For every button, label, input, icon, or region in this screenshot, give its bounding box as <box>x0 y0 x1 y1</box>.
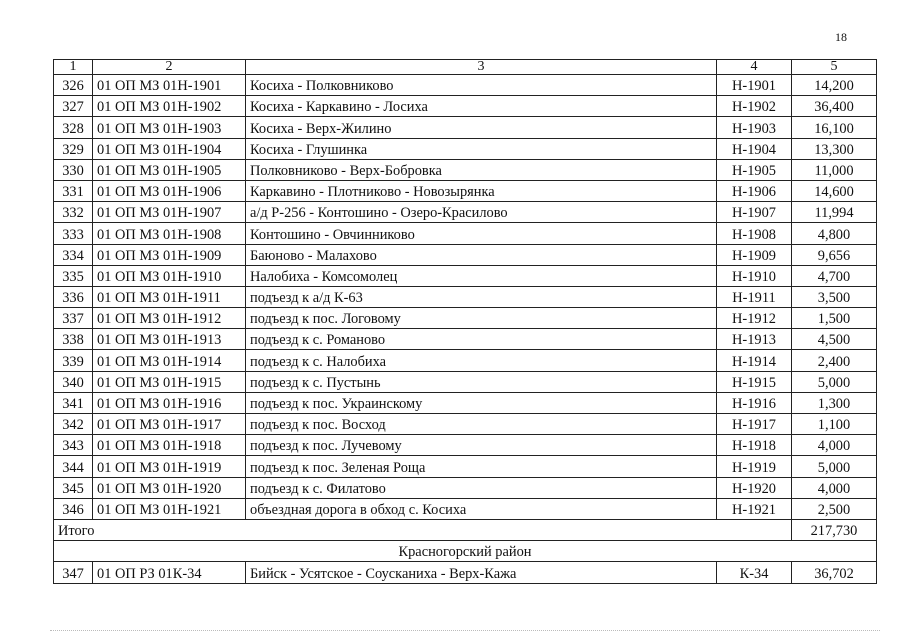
table-row <box>54 329 877 350</box>
row-number-cell: 342 <box>54 414 93 435</box>
table-row <box>54 414 877 435</box>
road-id-cell: Н-1916 <box>717 392 792 413</box>
road-code-cell: 01 ОП МЗ 01Н-1913 <box>93 329 246 350</box>
table-row <box>54 180 877 201</box>
road-length-cell: 16,100 <box>792 117 877 138</box>
header-cell-3: 3 <box>246 60 717 75</box>
road-length-cell: 13,300 <box>792 138 877 159</box>
road-name-cell: Каркавино - Плотниково - Новозырянка <box>246 180 717 201</box>
road-id-cell: Н-1915 <box>717 371 792 392</box>
row-number-cell: 347 <box>54 562 93 583</box>
road-length-cell: 4,500 <box>792 329 877 350</box>
header-row <box>54 60 877 75</box>
table-row <box>54 75 877 96</box>
road-name-cell: Баюново - Малахово <box>246 244 717 265</box>
row-number-cell: 340 <box>54 371 93 392</box>
road-name-cell: подъезд к а/д К-63 <box>246 286 717 307</box>
road-length-cell: 11,000 <box>792 159 877 180</box>
table-row <box>54 308 877 329</box>
road-length-cell: 11,994 <box>792 202 877 223</box>
road-length-cell: 14,200 <box>792 75 877 96</box>
table-row <box>54 562 877 583</box>
row-number-cell: 339 <box>54 350 93 371</box>
row-number-cell: 346 <box>54 498 93 519</box>
road-code-cell: 01 ОП МЗ 01Н-1909 <box>93 244 246 265</box>
road-code-cell: 01 ОП МЗ 01Н-1912 <box>93 308 246 329</box>
table-row <box>54 456 877 477</box>
road-length-cell: 1,100 <box>792 414 877 435</box>
road-code-cell: 01 ОП МЗ 01Н-1903 <box>93 117 246 138</box>
road-name-cell: подъезд к пос. Логовому <box>246 308 717 329</box>
road-length-cell: 1,300 <box>792 392 877 413</box>
road-id-cell: Н-1902 <box>717 96 792 117</box>
road-name-cell: Косиха - Верх-Жилино <box>246 117 717 138</box>
road-code-cell: 01 ОП МЗ 01Н-1911 <box>93 286 246 307</box>
road-name-cell: Бийск - Усятское - Соусканиха - Верх-Кажа <box>246 562 717 583</box>
row-number-cell: 331 <box>54 180 93 201</box>
row-number-cell: 326 <box>54 75 93 96</box>
header-cell-4: 4 <box>717 60 792 75</box>
table-row <box>54 96 877 117</box>
road-id-cell: Н-1918 <box>717 435 792 456</box>
road-length-cell: 36,702 <box>792 562 877 583</box>
road-name-cell: Косиха - Глушинка <box>246 138 717 159</box>
header-cell-2: 2 <box>93 60 246 75</box>
table-row <box>54 286 877 307</box>
header-cell-1: 1 <box>54 60 93 75</box>
table-row <box>54 117 877 138</box>
scan-artifact-line <box>50 630 880 632</box>
table-row <box>54 244 877 265</box>
road-length-cell: 14,600 <box>792 180 877 201</box>
road-id-cell: Н-1907 <box>717 202 792 223</box>
road-id-cell: Н-1909 <box>717 244 792 265</box>
row-number-cell: 337 <box>54 308 93 329</box>
road-length-cell: 2,500 <box>792 498 877 519</box>
road-code-cell: 01 ОП МЗ 01Н-1906 <box>93 180 246 201</box>
row-number-cell: 344 <box>54 456 93 477</box>
road-name-cell: Налобиха - Комсомолец <box>246 265 717 286</box>
road-code-cell: 01 ОП МЗ 01Н-1916 <box>93 392 246 413</box>
total-label: Итого <box>54 519 792 540</box>
road-id-cell: Н-1912 <box>717 308 792 329</box>
row-number-cell: 329 <box>54 138 93 159</box>
road-code-cell: 01 ОП МЗ 01Н-1917 <box>93 414 246 435</box>
row-number-cell: 327 <box>54 96 93 117</box>
road-code-cell: 01 ОП МЗ 01Н-1919 <box>93 456 246 477</box>
road-name-cell: а/д Р-256 - Контошино - Озеро-Красилово <box>246 202 717 223</box>
road-id-cell: Н-1920 <box>717 477 792 498</box>
road-length-cell: 4,700 <box>792 265 877 286</box>
road-length-cell: 9,656 <box>792 244 877 265</box>
road-id-cell: Н-1901 <box>717 75 792 96</box>
road-name-cell: Полковниково - Верх-Бобровка <box>246 159 717 180</box>
road-length-cell: 4,000 <box>792 477 877 498</box>
road-id-cell: Н-1906 <box>717 180 792 201</box>
table-row <box>54 371 877 392</box>
row-number-cell: 341 <box>54 392 93 413</box>
road-code-cell: 01 ОП РЗ 01К-34 <box>93 562 246 583</box>
row-number-cell: 328 <box>54 117 93 138</box>
road-code-cell: 01 ОП МЗ 01Н-1904 <box>93 138 246 159</box>
road-name-cell: Косиха - Полковниково <box>246 75 717 96</box>
total-row <box>54 519 877 540</box>
row-number-cell: 330 <box>54 159 93 180</box>
road-id-cell: К-34 <box>717 562 792 583</box>
district-heading: Красногорский район <box>54 541 877 562</box>
road-length-cell: 3,500 <box>792 286 877 307</box>
table-row <box>54 477 877 498</box>
table-row <box>54 223 877 244</box>
road-id-cell: Н-1917 <box>717 414 792 435</box>
road-name-cell: Контошино - Овчинниково <box>246 223 717 244</box>
page-number: 18 <box>835 30 847 44</box>
road-code-cell: 01 ОП МЗ 01Н-1905 <box>93 159 246 180</box>
road-length-cell: 36,400 <box>792 96 877 117</box>
table-row <box>54 159 877 180</box>
header-cell-5: 5 <box>792 60 877 75</box>
road-code-cell: 01 ОП МЗ 01Н-1902 <box>93 96 246 117</box>
row-number-cell: 343 <box>54 435 93 456</box>
road-length-cell: 5,000 <box>792 456 877 477</box>
district-row <box>54 541 877 562</box>
row-number-cell: 345 <box>54 477 93 498</box>
row-number-cell: 334 <box>54 244 93 265</box>
road-length-cell: 5,000 <box>792 371 877 392</box>
road-name-cell: подъезд к пос. Украинскому <box>246 392 717 413</box>
row-number-cell: 338 <box>54 329 93 350</box>
road-length-cell: 1,500 <box>792 308 877 329</box>
road-length-cell: 4,800 <box>792 223 877 244</box>
road-code-cell: 01 ОП МЗ 01Н-1908 <box>93 223 246 244</box>
roads-table <box>53 59 877 584</box>
road-name-cell: подъезд к с. Налобиха <box>246 350 717 371</box>
road-id-cell: Н-1914 <box>717 350 792 371</box>
table-row <box>54 435 877 456</box>
road-code-cell: 01 ОП МЗ 01Н-1921 <box>93 498 246 519</box>
road-name-cell: подъезд к пос. Зеленая Роща <box>246 456 717 477</box>
road-id-cell: Н-1908 <box>717 223 792 244</box>
total-value: 217,730 <box>792 519 877 540</box>
table-row <box>54 498 877 519</box>
road-name-cell: подъезд к с. Пустынь <box>246 371 717 392</box>
road-id-cell: Н-1921 <box>717 498 792 519</box>
road-name-cell: подъезд к с. Романово <box>246 329 717 350</box>
road-code-cell: 01 ОП МЗ 01Н-1907 <box>93 202 246 223</box>
road-length-cell: 2,400 <box>792 350 877 371</box>
table-row <box>54 350 877 371</box>
road-id-cell: Н-1919 <box>717 456 792 477</box>
road-id-cell: Н-1913 <box>717 329 792 350</box>
road-code-cell: 01 ОП МЗ 01Н-1920 <box>93 477 246 498</box>
road-name-cell: Косиха - Каркавино - Лосиха <box>246 96 717 117</box>
road-id-cell: Н-1910 <box>717 265 792 286</box>
road-name-cell: подъезд к с. Филатово <box>246 477 717 498</box>
road-code-cell: 01 ОП МЗ 01Н-1915 <box>93 371 246 392</box>
row-number-cell: 335 <box>54 265 93 286</box>
road-code-cell: 01 ОП МЗ 01Н-1910 <box>93 265 246 286</box>
row-number-cell: 333 <box>54 223 93 244</box>
road-length-cell: 4,000 <box>792 435 877 456</box>
road-code-cell: 01 ОП МЗ 01Н-1918 <box>93 435 246 456</box>
row-number-cell: 332 <box>54 202 93 223</box>
road-code-cell: 01 ОП МЗ 01Н-1914 <box>93 350 246 371</box>
road-name-cell: объездная дорога в обход с. Косиха <box>246 498 717 519</box>
table-row <box>54 202 877 223</box>
table-row <box>54 265 877 286</box>
table-row <box>54 138 877 159</box>
road-id-cell: Н-1911 <box>717 286 792 307</box>
road-code-cell: 01 ОП МЗ 01Н-1901 <box>93 75 246 96</box>
road-name-cell: подъезд к пос. Лучевому <box>246 435 717 456</box>
table-row <box>54 392 877 413</box>
road-id-cell: Н-1904 <box>717 138 792 159</box>
row-number-cell: 336 <box>54 286 93 307</box>
road-id-cell: Н-1905 <box>717 159 792 180</box>
road-id-cell: Н-1903 <box>717 117 792 138</box>
road-name-cell: подъезд к пос. Восход <box>246 414 717 435</box>
